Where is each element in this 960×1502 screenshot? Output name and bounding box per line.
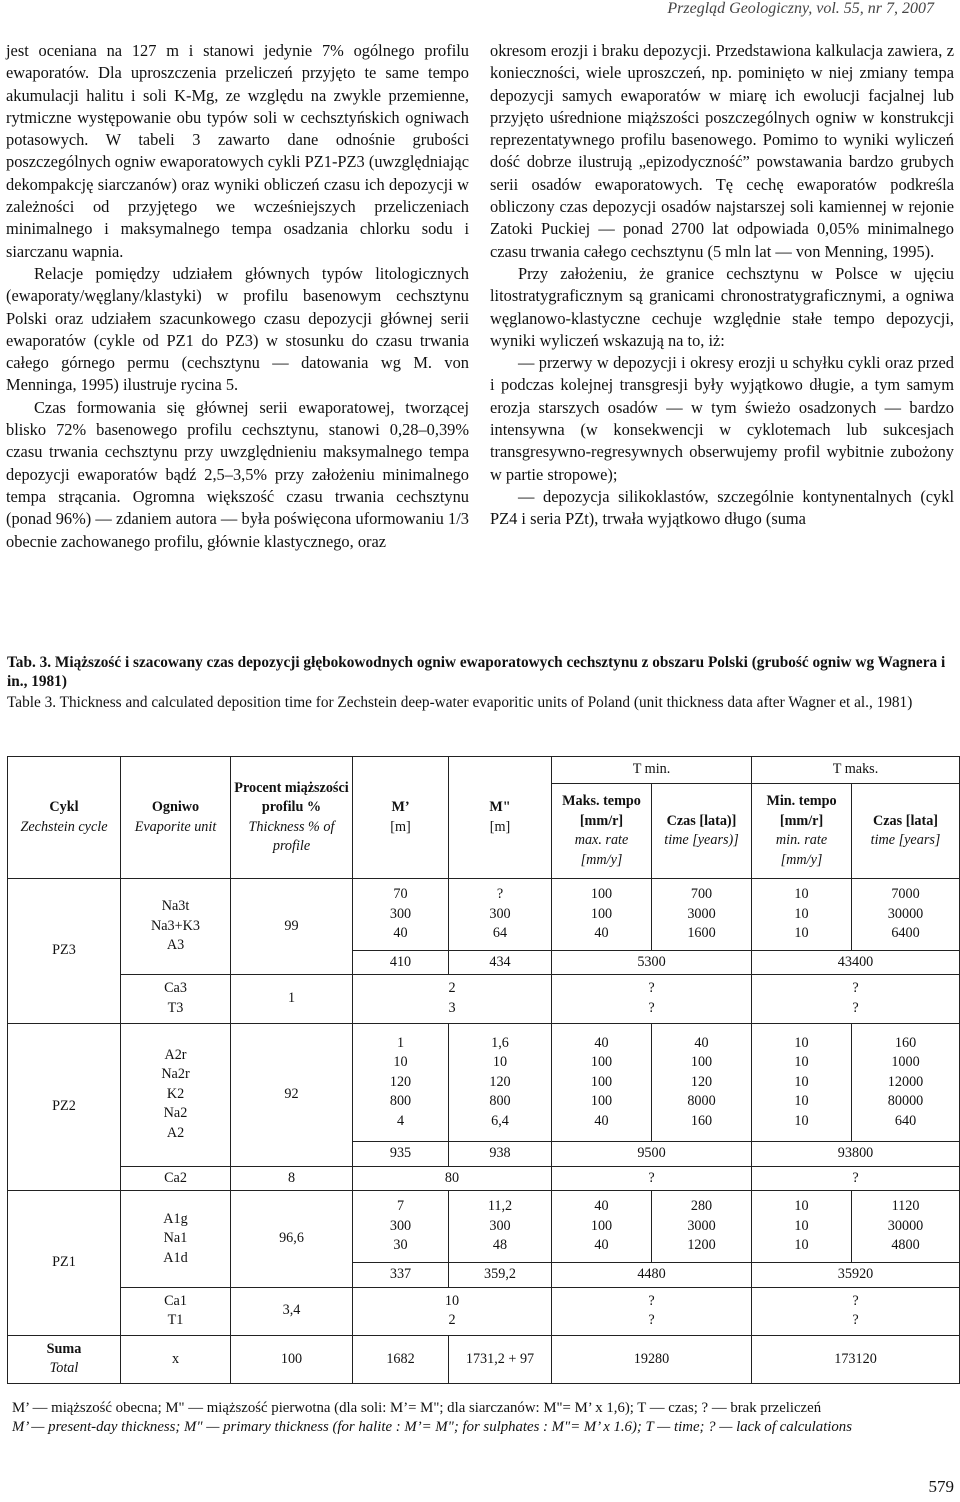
head-time-2: Czas [lata] time [years] bbox=[852, 784, 960, 879]
sum-m1: 935 bbox=[353, 1142, 449, 1167]
sum-time-min: 9500 bbox=[552, 1142, 752, 1167]
sum-time-max: 35920 bbox=[752, 1263, 960, 1288]
head-unit: Ogniwo Evaporite unit bbox=[121, 757, 231, 879]
time-max-cell: ? ? bbox=[752, 975, 960, 1023]
head-m1: M’ [m] bbox=[353, 757, 449, 879]
total-label: Suma Total bbox=[8, 1335, 121, 1383]
total-m1: 1682 bbox=[353, 1335, 449, 1383]
time-min-cell: ? bbox=[552, 1166, 752, 1191]
units-cell: A2r Na2r K2 Na2 A2 bbox=[121, 1023, 231, 1166]
table-row bbox=[8, 1191, 960, 1263]
head-cycle: Cykl Zechstein cycle bbox=[8, 757, 121, 879]
table-total-row bbox=[8, 1335, 960, 1383]
percent-cell: 92 bbox=[231, 1023, 353, 1166]
m2-cell: ? 300 64 bbox=[449, 879, 552, 951]
units-cell: Ca2 bbox=[121, 1166, 231, 1191]
m2-cell: 11,2 300 48 bbox=[449, 1191, 552, 1263]
table-footnote bbox=[12, 1399, 957, 1437]
cycle-cell: PZ3 bbox=[8, 879, 121, 1023]
percent-cell: 1 bbox=[231, 975, 353, 1023]
table-head-row-1 bbox=[8, 757, 960, 784]
paragraph: — przerwy w depozycji i okresy erozji u schyłku cykli oraz przed i podczas kolejnej transgresji były wyjątkowo długie, a tym samym erozja starszych osadów — w tym świeżo osadzonych — bardzo intensywna (w konsekwencji w cyklotemach lub sukcesjach transgresywno-regresywnych obserwujemy profil wybitnie zubożony w partie stropowe); bbox=[490, 353, 954, 484]
head-time-1: Czas [lata)] time [years)] bbox=[652, 784, 752, 879]
max-rate-cell: 40 100 40 bbox=[552, 1191, 652, 1263]
total-time-min: 19280 bbox=[552, 1335, 752, 1383]
paragraph: Przy założeniu, że granice cechsztynu w Polsce w ujęciu litostratygraficznym są granicami chronostratygraficznymi, a ogniwa węglanowo-klastyczne cechuje względnie stałe tempo depozycji, wyniki wyliczeń wskazują na to, iż: bbox=[490, 263, 954, 350]
units-cell: Ca1 T1 bbox=[121, 1287, 231, 1335]
sum-m2: 938 bbox=[449, 1142, 552, 1167]
sum-m1: 337 bbox=[353, 1263, 449, 1288]
sum-time-min: 4480 bbox=[552, 1263, 752, 1288]
time-min-cell: ? ? bbox=[552, 975, 752, 1023]
cycle-cell: PZ2 bbox=[8, 1023, 121, 1191]
time-max-cell: 1120 30000 4800 bbox=[852, 1191, 960, 1263]
paragraph: jest oceniana na 127 m i stanowi jedynie 7% ogólnego profilu ewaporatów. Dla uproszczenia przeliczeń przyjęto te same tempo akumulacji halitu i soli K-Mg, ze względu na zwykle przemienne, rytmiczne występowanie obu typów soli w cechsztyńskich ogniwach potasowych. W tabeli 3 zawarto dane odnośnie grubości poszczególnych ogniw ewaporatowych cykli PZ1-PZ3 (uwzględniając dekompakcję siarczanów) oraz wyniki obliczeń czasu ich depozycji w zależności od przyjętego we wcześniejszych przeliczeniach minimalnego i maksymalnego tempa osadzania chlorku sodu i siarczanu wapnia. bbox=[6, 41, 469, 261]
total-percent: 100 bbox=[231, 1335, 353, 1383]
head-m2: M" [m] bbox=[449, 757, 552, 879]
m1-cell: 1 10 120 800 4 bbox=[353, 1023, 449, 1142]
m2-cell: 1,6 10 120 800 6,4 bbox=[449, 1023, 552, 1142]
table-row bbox=[8, 1023, 960, 1142]
m1-cell: 7 300 30 bbox=[353, 1191, 449, 1263]
min-rate-cell: 10 10 10 10 10 bbox=[752, 1023, 852, 1142]
left-column bbox=[6, 40, 469, 553]
right-column bbox=[490, 40, 954, 531]
total-m2: 1731,2 + 97 bbox=[449, 1335, 552, 1383]
paragraph: okresom erozji i braku depozycji. Przedstawiona kalkulacja zawiera, z konieczności, wiele uproszczeń, np. pominięto w niej zmiany tempa depozycji samych ewaporatów w miarę ich ewolucji facjalnej lub przyjęto uśrednione miąższości poszczególnych ogniw w konstrukcji reprezentatywnego profilu basenowego. Pomimo to wyniki wyliczeń dość dobrze ilustrują „epizodyczność” powstawania bardzo grubych serii osadów ewaporatowych. Tę cechę ewaporatów podkreśla obliczony czas depozycji osadów najstarszej soli kamiennej w rejonie Zatoki Puckiej — ponad 2700 lat odpowiada 0,05% minimalnego czasu trwania całego cechsztynu (5 mln lat — von Menning, 1995). bbox=[490, 41, 954, 261]
percent-cell: 96,6 bbox=[231, 1191, 353, 1287]
paragraph: — depozycja silikoklastów, szczególnie kontynentalnych (cykl PZ4 i seria PZt), trwała wyjątkowo długo (suma bbox=[490, 486, 954, 529]
time-min-cell: 280 3000 1200 bbox=[652, 1191, 752, 1263]
m-cell: 80 bbox=[353, 1166, 552, 1191]
max-rate-cell: 40 100 100 100 40 bbox=[552, 1023, 652, 1142]
journal-header: Przegląd Geologiczny, vol. 55, nr 7, 2007 bbox=[667, 0, 934, 17]
head-percent: Procent miąższości profilu % Thickness % of profile bbox=[231, 757, 353, 879]
head-tmin: T min. bbox=[552, 757, 752, 784]
table-row bbox=[8, 975, 960, 1023]
time-min-cell: 700 3000 1600 bbox=[652, 879, 752, 951]
head-min-rate: Min. tempo [mm/r] min. rate [mm/y] bbox=[752, 784, 852, 879]
table-caption-en: Table 3. Thickness and calculated deposition time for Zechstein deep-water evaporitic units of Poland (unit thickness data after Wagner et al., 1981) bbox=[7, 694, 913, 711]
footnote-pl: M’ — miąższość obecna; M" — miąższość pierwotna (dla soli: M’= M"; dla siarczanów: M"= M’ x 1,6); T — czas; ? — brak przeliczeń bbox=[12, 1400, 822, 1416]
sum-time-max: 93800 bbox=[752, 1142, 960, 1167]
page-number: 579 bbox=[928, 1477, 954, 1496]
percent-cell: 99 bbox=[231, 879, 353, 975]
units-cell: Na3t Na3+K3 A3 bbox=[121, 879, 231, 975]
paragraph: Relacje pomiędzy udziałem głównych typów litologicznych (ewaporaty/węglany/klastyki) w profilu basenowym cechsztynu Polski oraz udziałem szacunkowego czasu depozycji głównej serii ewaporatów (cykle od PZ1 do PZ3) w stosunku do czasu trwania całego górnego permu (cechsztynu — datowania wg M. von Menninga, 1995) ilustruje rycina 5. bbox=[6, 263, 469, 395]
head-tmax: T maks. bbox=[752, 757, 960, 784]
table-row bbox=[8, 1166, 960, 1191]
cycle-cell: PZ1 bbox=[8, 1191, 121, 1335]
m1-cell: 70 300 40 bbox=[353, 879, 449, 951]
m-cell: 2 3 bbox=[353, 975, 552, 1023]
paragraph: Czas formowania się głównej serii ewaporatowej, tworzącej blisko 72% basenowego profilu cechsztynu, stanowi 0,28–0,39% czasu trwania cechsztynu przy uwzględnieniu maksymalnego tempa depozycji ewaporatów bądź 2,5–3,5% przy założeniu minimalnego tempa strącania. Ogromna większość czasu trwania cechsztynu (ponad 96%) — zdaniem autora — była poświęcona uformowaniu 1/3 obecnie zachowanego profilu, głównie klastycznego, oraz bbox=[6, 397, 469, 551]
data-table bbox=[7, 756, 960, 1384]
percent-cell: 8 bbox=[231, 1166, 353, 1191]
units-cell: A1g Na1 A1d bbox=[121, 1191, 231, 1287]
min-rate-cell: 10 10 10 bbox=[752, 1191, 852, 1263]
time-max-cell: 160 1000 12000 80000 640 bbox=[852, 1023, 960, 1142]
table-row bbox=[8, 1287, 960, 1335]
sum-time-min: 5300 bbox=[552, 950, 752, 975]
units-cell: Ca3 T3 bbox=[121, 975, 231, 1023]
table-row bbox=[8, 879, 960, 951]
sum-m2: 434 bbox=[449, 950, 552, 975]
m-cell: 10 2 bbox=[353, 1287, 552, 1335]
head-max-rate: Maks. tempo [mm/r] max. rate [mm/y] bbox=[552, 784, 652, 879]
sum-m1: 410 bbox=[353, 950, 449, 975]
total-time-max: 173120 bbox=[752, 1335, 960, 1383]
time-min-cell: ? ? bbox=[552, 1287, 752, 1335]
total-x: x bbox=[121, 1335, 231, 1383]
time-max-cell: ? bbox=[752, 1166, 960, 1191]
footnote-en: M’ — present-day thickness; M" — primary thickness (for halite : M’= M"; for sulphates : M"= M’ x 1.6); T — time; ? — lack of calculations bbox=[12, 1419, 852, 1435]
sum-time-max: 43400 bbox=[752, 950, 960, 975]
time-min-cell: 40 100 120 8000 160 bbox=[652, 1023, 752, 1142]
time-max-cell: ? ? bbox=[752, 1287, 960, 1335]
time-max-cell: 7000 30000 6400 bbox=[852, 879, 960, 951]
max-rate-cell: 100 100 40 bbox=[552, 879, 652, 951]
percent-cell: 3,4 bbox=[231, 1287, 353, 1335]
sum-m2: 359,2 bbox=[449, 1263, 552, 1288]
min-rate-cell: 10 10 10 bbox=[752, 879, 852, 951]
table-caption-pl: Tab. 3. Miąższość i szacowany czas depozycji głębokowodnych ogniw ewaporatowych cechsztynu z obszaru Polski (grubość ogniw wg Wagnera i in., 1981) bbox=[7, 654, 946, 690]
